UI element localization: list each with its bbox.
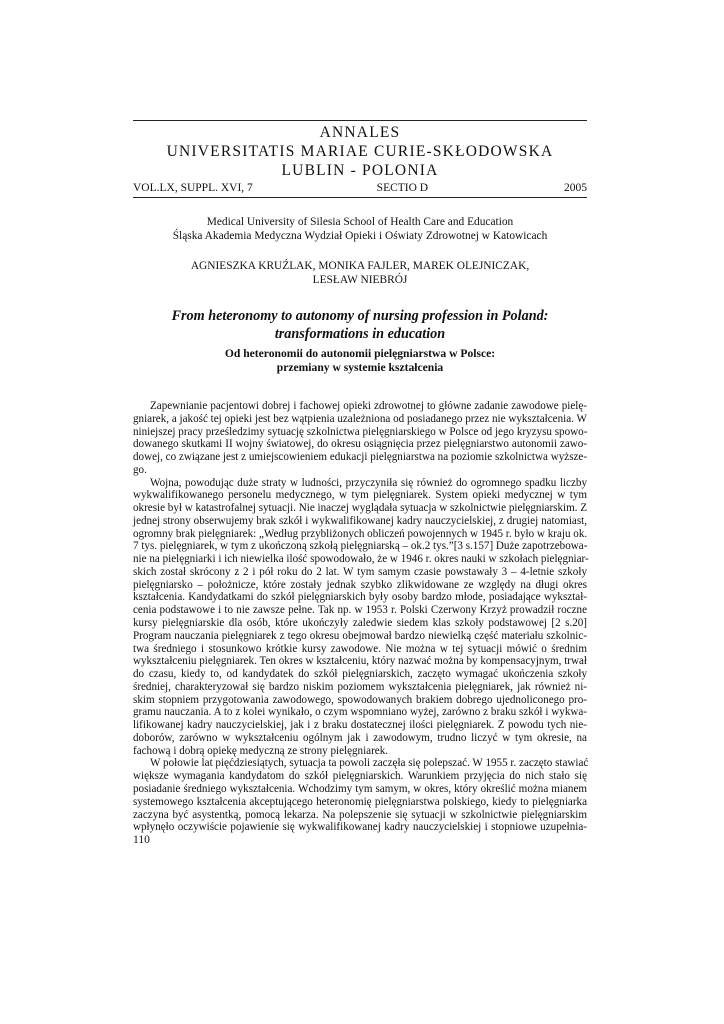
body-line: wykształceniu pielęgniarek. Ten okres w kształceniu, który nazwać można by kompensacyjnym, trwał xyxy=(133,655,587,668)
title-en-line1: From heteronomy to autonomy of nursing profession in Poland: xyxy=(171,308,549,324)
title-pl-line1: Od heteronomii do autonomii pielęgniarstwa w Polsce: xyxy=(224,347,496,360)
body-line: systemowego kształcenia akceptującego heteronomię pielęgniarstwa polskiego, kiedy to pielęgniarka xyxy=(133,795,587,808)
body-line: posiadanie średniego wykształcenia. Wchodzimy tym samym, w okres, który określić można mianem xyxy=(133,782,587,795)
author-list xyxy=(133,259,587,287)
body-line: W połowie lat pięćdziesiątych, sytuacja ta powoli zaczęła się polepszać. W 1955 r. zaczęto stawiać xyxy=(150,757,589,770)
body-line: wpłynęło oczywiście pojawienie się wykwalifikowanej kadry nauczycielskiej i stopniowe uzupełnia- xyxy=(133,821,587,834)
body-line: twa średniego i stosunkowo krótkie kursy zawodowe. Nie można w tej sytuacji mówić o średnim xyxy=(133,642,587,655)
page-content xyxy=(133,120,587,834)
header-top-rule xyxy=(133,120,587,121)
journal-name-line1: ANNALES xyxy=(319,124,401,141)
body-line: Program nauczania pielęgniarek z tego okresu obejmował bardzo niewielką część materiału szkolnic- xyxy=(133,629,587,642)
article-title-english xyxy=(133,307,587,343)
body-line: cenia podstawowe i to nie zawsze pełne. Tak np. w 1953 r. Polski Czerwony Krzyż prowadził roczne xyxy=(133,604,587,617)
publication-year: 2005 xyxy=(563,182,587,194)
body-line: doborów, zarówno w wykształceniu ogólnym jak i zawodowym, trudno liczyć w tym okresie, na xyxy=(133,731,587,744)
article-title-polish xyxy=(133,347,587,375)
body-line: kursy pielęgniarskie dla osób, które ukończyły zaledwie siedem klas szkoły podstawowej [2 s.20] xyxy=(133,617,587,630)
body-line: kształcenia. Kandydatkami do szkół pielęgniarskich były osoby bardzo młode, posiadające wykształ- xyxy=(133,591,587,604)
body-line: większe wymagania kandydatom do szkół pielęgniarskich. Warunkiem przyjęcia do nich stało się xyxy=(133,770,587,783)
authors-line1: AGNIESZKA KRUŹLAK, MONIKA FAJLER, MAREK OLEJNICZAK, xyxy=(190,260,530,272)
volume-info: VOL.LX, SUPPL. XVI, 7 xyxy=(133,182,253,194)
body-line: lifikowanej kadry nauczycielskiej, jak i z braku dostatecznej ilości pielęgniarek. Z powodu tych nie- xyxy=(133,719,587,732)
body-line: okresie był w katastrofalnej sytuacji. Nie inaczej wyglądała sytuacja w szkolnictwie pielęgniarskim. Z xyxy=(133,502,588,515)
authors-line2: LESŁAW NIEBRÓJ xyxy=(312,274,408,286)
body-line: skich został skrócony z 2 i pół roku do 2 lat. W tym samym czasie powstawały 3 – 4-letnie szkoły xyxy=(133,565,587,578)
body-line: ogromny brak pielęgniarek: „Według przybliżonych obliczeń powojennych w 1945 r. było w kraju ok. xyxy=(133,527,588,540)
journal-name-line3: LUBLIN - POLONIA xyxy=(281,162,439,179)
affiliation xyxy=(133,215,587,243)
section-label: SECTIO D xyxy=(376,182,429,194)
title-en-line2: transformations in education xyxy=(274,326,446,342)
body-line: dowanego skutkami II wojny światowej, do okresu osiągnięcia przez pielęgniarstwo autonomii zawo- xyxy=(133,438,587,451)
body-line: Wojna, powodując duże straty w ludności, przyczyniła się również do ogromnego spadku liczby xyxy=(150,476,587,489)
body-line: Zapewnianie pacjentowi dobrej i fachowej opieki zdrowotnej to główne zadanie zawodowe pielę- xyxy=(150,400,587,412)
body-line: średniej, charakteryzował się bardzo niskim poziomem wykształcenia pielęgniarek, jak również ni- xyxy=(133,680,587,693)
body-line: go. xyxy=(133,463,147,476)
body-line: jednej strony obserwujemy brak szkół i wykwalifikowanej kadry nauczycielskiej, z drugiej natomiast, xyxy=(133,514,587,527)
body-line: skim stopniem przygotowania zawodowego, spowodowanych brakiem dobrego ujednoliconego pro- xyxy=(133,693,587,706)
volume-row xyxy=(133,181,587,198)
body-line: 7 tys. pielęgniarek, w tym z ukończoną szkołą pielęgniarską – ok.2 tys.”[3 s.157] Duże zapotrzebowa- xyxy=(133,540,588,553)
page-number: 110 xyxy=(133,833,150,846)
body-line: fachową i dobrą opiekę medyczną ze strony pielęgniarek. xyxy=(133,744,389,757)
body-line: pielęgniarsko – położnicze, które zostały jednak szybko zlikwidowane ze względy na długi okres xyxy=(133,578,587,591)
journal-name-line2: UNIVERSITATIS MARIAE CURIE-SKŁODOWSKA xyxy=(166,143,554,160)
body-paragraph xyxy=(133,477,587,758)
body-line: nie na pielęgniarki i ich niewielka ilość spowodowało, że w 1946 r. okres nauki w szkołach pielęgniar- xyxy=(133,553,589,566)
affiliation-polish: Śląska Akademia Medyczna Wydział Opieki i Oświaty Zdrowotnej w Katowicach xyxy=(172,230,548,242)
body-line: gniarek, a jakość tej opieki jest bez wątpienia uzależniona od posiadanego przez nie wykształcenia. W xyxy=(133,412,587,425)
body-line: niniejszej pracy prześledzimy sytuację szkolnictwa pielęgniarskiego w Polsce od jego kryzysu spowo- xyxy=(133,425,588,438)
title-pl-line2: przemiany w systemie kształcenia xyxy=(276,361,444,374)
affiliation-english: Medical University of Silesia School of Health Care and Education xyxy=(206,216,514,228)
body-line: dowej, co związane jest z umiejscowieniem edukacji pielęgniarstwa na poziomie szkolnictwa wyższe- xyxy=(133,451,588,464)
body-line: wykwalifikowanego personelu medycznego, w tym pielęgniarek. System opieki medycznej w tym xyxy=(133,489,587,502)
body-line: gramu nauczania. A to z kolei wynikało, o czym wspomniano wyżej, zarówno z braku szkół i wykwa- xyxy=(133,706,587,719)
body-paragraph xyxy=(133,757,587,834)
body-line: do czasu, kiedy to, od kandydatek do szkół pielęgniarskich, zaczęto wymagać ukończenia szkoły xyxy=(133,668,587,681)
body-paragraph xyxy=(133,400,587,477)
journal-header xyxy=(133,123,587,180)
body-line: zaczyna być asystentką, pomocą lekarza. Na polepszenie się sytuacji w szkolnictwie pielęgniarskim xyxy=(133,808,587,821)
article-body xyxy=(133,400,587,834)
